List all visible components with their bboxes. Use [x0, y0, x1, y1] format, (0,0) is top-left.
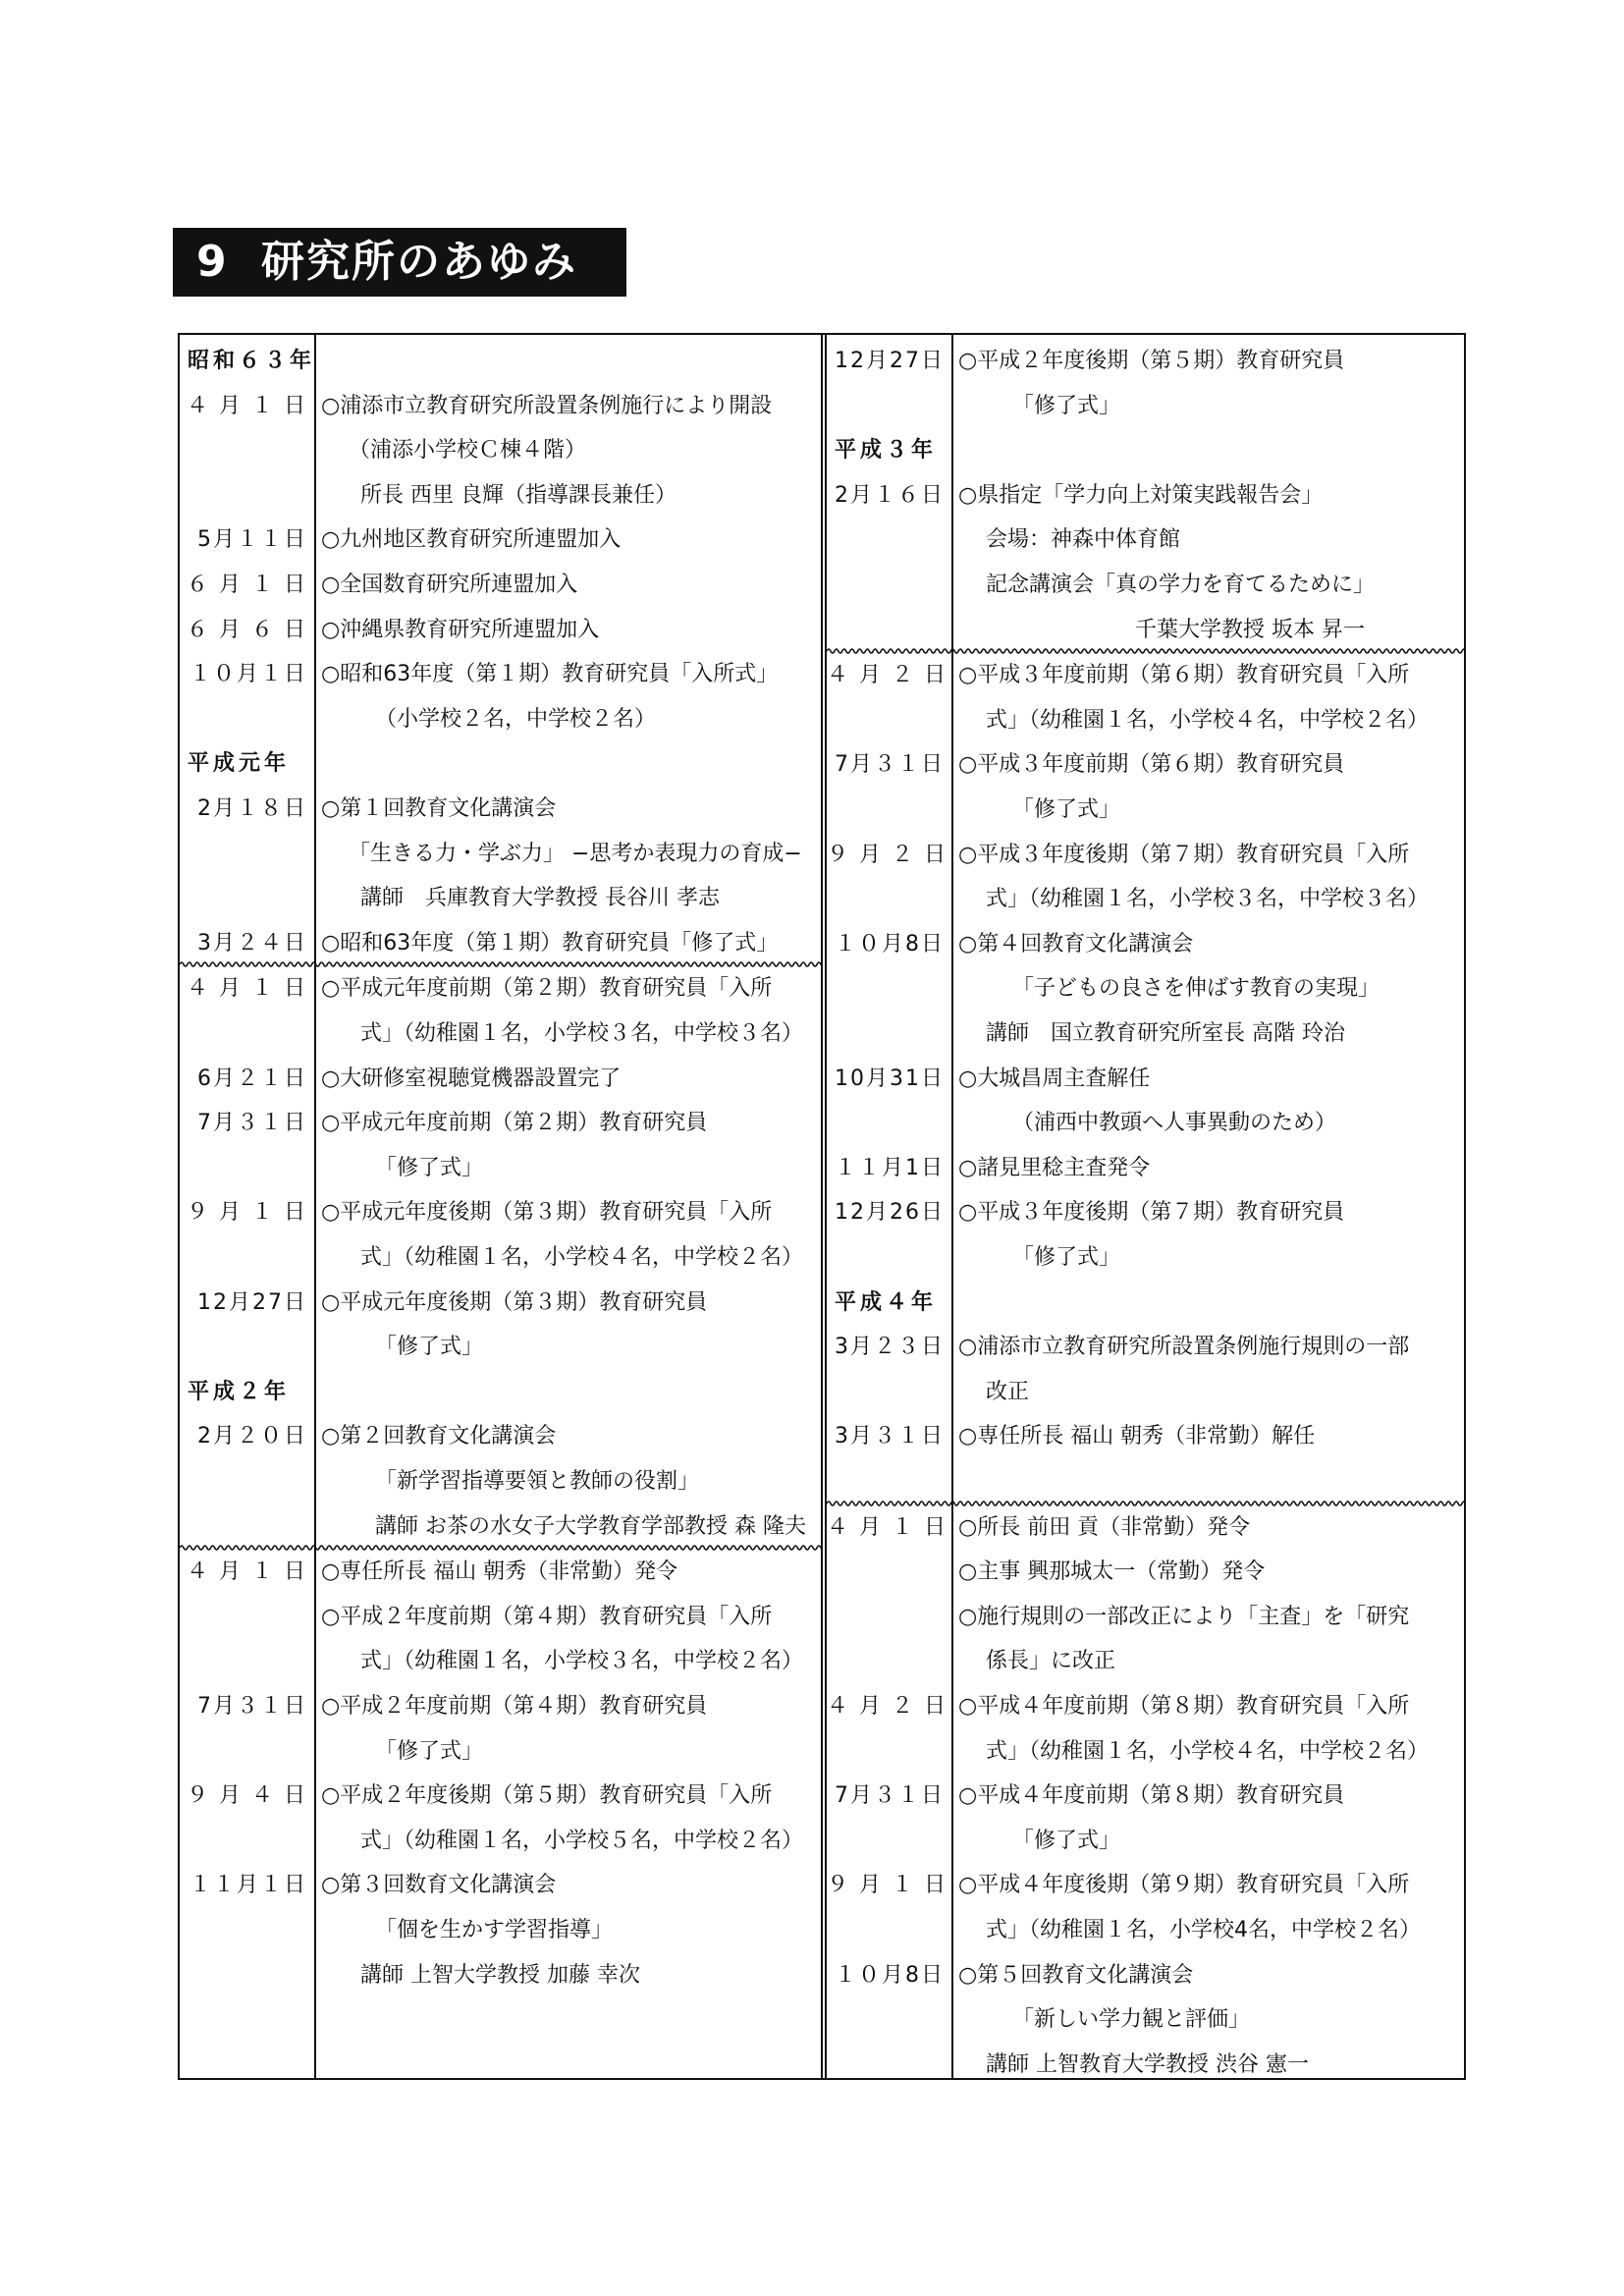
timeline-row	[827, 1459, 1466, 1504]
event-date: １０月8日	[835, 931, 945, 957]
event-description: ○所長 前田 貢（非常勤）発令	[958, 1514, 1251, 1540]
event-date: 3月３１日	[835, 1424, 945, 1449]
event-description-continued: 千葉大学教授 坂本 昇一	[1135, 617, 1365, 642]
event-description: ○県指定「学力向上対策実践報告会」	[958, 482, 1324, 508]
timeline-row	[180, 1550, 821, 1595]
timeline-row	[180, 1101, 821, 1146]
timeline-row	[827, 833, 1466, 878]
timeline-row	[180, 1235, 821, 1281]
timeline-row	[180, 1146, 821, 1191]
event-description-continued: 「修了式」	[375, 1155, 484, 1180]
timeline-row	[180, 1190, 821, 1235]
event-description: ○第４回教育文化講演会	[958, 931, 1194, 957]
event-description: ○平成元年度後期（第３期）教育研究員	[321, 1289, 708, 1315]
event-description: ○平成元年度前期（第２期）教育研究員	[321, 1111, 708, 1136]
event-description-continued: 「個を生かす学習指導」	[375, 1918, 614, 1942]
timeline-row	[827, 1997, 1466, 2043]
timeline-row	[180, 1281, 821, 1326]
event-date: 10月31日	[835, 1066, 945, 1091]
event-date: 6月２１日	[197, 1066, 307, 1091]
timeline-row	[180, 1057, 821, 1102]
event-date: 12月27日	[197, 1289, 307, 1315]
event-description: ○諸見里稔主査発令	[958, 1155, 1151, 1180]
timeline-row	[180, 1414, 821, 1459]
event-description: ○全国数育研究所連盟加入	[321, 573, 578, 597]
event-description: ○第３回数育文化講演会	[321, 1873, 557, 1898]
timeline-row	[827, 877, 1466, 922]
era-year-label: 平成元年	[188, 751, 291, 777]
event-description-continued: 式」（幼稚園１名，小学校３名，中学校３名）	[986, 887, 1430, 912]
event-date: 3月２４日	[197, 930, 307, 956]
event-description: ○沖縄県教育研究所連盟加入	[321, 617, 600, 642]
event-date: ９ 月 １ 日	[827, 1873, 947, 1898]
event-date: ６ 月 ６ 日	[187, 617, 307, 642]
event-description: ○平成３年度前期（第６期）教育研究員「入所	[958, 663, 1410, 688]
section-number: 9	[196, 237, 229, 287]
timeline-row	[827, 1819, 1466, 1864]
event-date: 12月26日	[835, 1200, 945, 1226]
timeline-row	[827, 1595, 1466, 1640]
timeline-row	[827, 966, 1466, 1011]
year-heading-row	[827, 1281, 1466, 1326]
event-description: ○平成元年度前期（第２期）教育研究員「入所	[321, 976, 773, 1002]
year-heading-row	[180, 1370, 821, 1415]
section-title: 研究所のあゆみ	[261, 237, 577, 287]
event-description-continued: 改正	[986, 1379, 1030, 1404]
timeline-row	[827, 1908, 1466, 1953]
event-description-continued: 講師 国立教育研究所室長 高階 玲治	[986, 1021, 1345, 1046]
event-date: 2月１６日	[835, 482, 945, 508]
event-description: ○浦添市立教育研究所設置条例施行規則の一部	[958, 1335, 1410, 1360]
timeline-row	[827, 1505, 1466, 1551]
timeline-row	[827, 1011, 1466, 1057]
timeline-row	[827, 1639, 1466, 1684]
timeline-row	[180, 1639, 821, 1684]
era-year-label: 平成２年	[188, 1379, 291, 1404]
event-description-continued: 式」（幼稚園１名，小学校５名，中学校２名）	[360, 1828, 804, 1853]
timeline-row	[180, 876, 821, 921]
timeline-row	[180, 1774, 821, 1819]
event-description: ○九州地区教育研究所連盟加入	[321, 527, 622, 553]
timeline-row	[827, 1057, 1466, 1102]
timeline-row	[180, 697, 821, 742]
event-description-continued: 「修了式」	[1012, 1245, 1121, 1270]
event-description: ○平成４年度後期（第９期）教育研究員「入所	[958, 1873, 1410, 1898]
timeline-row	[180, 921, 821, 966]
event-description-continued: （小学校２名，中学校２名）	[375, 706, 657, 732]
event-description-continued: 所長 西里 良輝（指導課長兼任）	[360, 482, 677, 508]
era-year-label: 昭和６３年	[188, 349, 316, 373]
timeline-row	[827, 1146, 1466, 1191]
event-description-continued: 「修了式」	[375, 1335, 484, 1360]
event-description: ○平成２年度前期（第４期）教育研究員	[321, 1694, 708, 1719]
timeline-row	[180, 1684, 821, 1729]
event-description-continued: 講師 上智教育大学教授 渋谷 憲一	[986, 2051, 1309, 2077]
timeline-row	[827, 1101, 1466, 1146]
event-description: ○平成元年度後期（第３期）教育研究員「入所	[321, 1200, 773, 1226]
event-description-continued: 式」（幼稚園１名，小学校４名，中学校２名）	[986, 707, 1430, 733]
event-date: ４ 月 ２ 日	[827, 663, 947, 688]
section-title-banner	[173, 228, 626, 297]
timeline-row	[827, 1325, 1466, 1370]
event-date: ４ 月 １ 日	[187, 1559, 307, 1585]
timeline-row	[827, 788, 1466, 833]
event-description: ○平成３年度前期（第６期）教育研究員	[958, 752, 1345, 778]
timeline-row	[827, 473, 1466, 519]
event-date: ４ 月 １ 日	[187, 393, 307, 418]
timeline-row	[180, 1325, 821, 1370]
event-date: 7月３１日	[197, 1111, 307, 1136]
event-description: ○昭和63年度（第１期）教育研究員「修了式」	[321, 930, 779, 956]
timeline-row	[827, 1953, 1466, 1998]
timeline-row	[180, 1863, 821, 1908]
event-date: １１月１日	[189, 1873, 307, 1898]
timeline-row	[180, 428, 821, 473]
timeline-row	[827, 698, 1466, 743]
event-date: ４ 月 １ 日	[827, 1514, 947, 1540]
year-heading-row	[180, 741, 821, 787]
year-heading-row	[827, 428, 1466, 473]
timeline-row	[180, 1504, 821, 1550]
event-date: 2月２０日	[197, 1424, 307, 1449]
event-date: ６ 月 １ 日	[187, 573, 307, 597]
event-date: 7月３１日	[197, 1694, 307, 1719]
event-description: ○昭和63年度（第１期）教育研究員「入所式」	[321, 662, 779, 687]
event-date: 2月１８日	[197, 796, 307, 821]
event-date: 3月２３日	[835, 1335, 945, 1360]
event-description: ○第１回教育文化講演会	[321, 796, 557, 821]
event-description-continued: （浦西中教頭へ人事異動のため）	[1012, 1111, 1337, 1136]
timeline-row	[827, 1370, 1466, 1415]
event-date: 7月３１日	[835, 1783, 945, 1809]
timeline-left-column	[180, 335, 821, 2078]
event-description-continued: 「修了式」	[1012, 393, 1121, 418]
timeline-row	[180, 384, 821, 429]
timeline-row	[827, 518, 1466, 563]
event-description: ○専任所長 福山 朝秀（非常勤）発令	[321, 1559, 678, 1585]
timeline-row	[827, 922, 1466, 967]
event-description-continued: 講師 上智大学教授 加藤 幸次	[360, 1962, 640, 1988]
timeline-row	[180, 1953, 821, 1998]
timeline-row	[827, 339, 1466, 384]
timeline-row	[827, 742, 1466, 788]
timeline-row	[180, 473, 821, 519]
event-description-continued: 「子どもの良さを伸ばす教育の実現」	[1012, 976, 1380, 1002]
event-date: ９ 月 １ 日	[187, 1200, 307, 1226]
timeline-row	[180, 563, 821, 608]
event-description-continued: 式」（幼稚園１名，小学校３名，中学校３名）	[360, 1021, 804, 1046]
event-description: ○平成４年度前期（第８期）教育研究員	[958, 1783, 1345, 1809]
timeline-row	[827, 1235, 1466, 1281]
event-description: ○第５回教育文化講演会	[958, 1962, 1194, 1988]
timeline-row	[180, 1595, 821, 1640]
event-description-continued: 「修了式」	[1012, 1828, 1121, 1853]
event-description: ○専任所長 福山 朝秀（非常勤）解任	[958, 1424, 1316, 1449]
event-date: ９ 月 ２ 日	[827, 842, 947, 867]
timeline-row	[827, 1550, 1466, 1595]
event-description-continued: 係長」に改正	[986, 1649, 1116, 1674]
timeline-row	[827, 1863, 1466, 1908]
event-description-continued: 記念講演会「真の学力を育てるために」	[986, 573, 1376, 597]
timeline-row	[827, 1684, 1466, 1729]
event-description-continued: 講師 お茶の水女子大学教育学部教授 森 隆夫	[375, 1513, 806, 1539]
event-description-continued: 会場：神森中体育館	[986, 527, 1181, 553]
event-description-continued: ○施行規則の一部改正により「主査」を「研究	[958, 1604, 1410, 1629]
event-description-continued: 「修了式」	[1012, 797, 1121, 822]
timeline-row	[827, 653, 1466, 698]
timeline-row	[180, 966, 821, 1011]
timeline-row	[827, 1774, 1466, 1819]
timeline-row	[180, 1819, 821, 1864]
timeline-row	[180, 1011, 821, 1057]
event-description: ○大城昌周主査解任	[958, 1066, 1151, 1091]
timeline-row	[180, 1729, 821, 1775]
event-description-continued: 「新学習指導要領と教師の役割」	[375, 1469, 700, 1494]
timeline-row	[180, 652, 821, 697]
timeline-right-column	[827, 335, 1466, 2078]
event-description-continued: ○平成２年度前期（第４期）教育研究員「入所	[321, 1604, 773, 1629]
timeline-row	[827, 384, 1466, 429]
event-date: 12月27日	[835, 349, 945, 373]
timeline-row	[180, 832, 821, 877]
event-description-continued: 「修了式」	[375, 1738, 484, 1764]
timeline-row	[180, 518, 821, 563]
event-date: １１月1日	[835, 1155, 945, 1180]
event-description-continued: 式」（幼稚園１名，小学校４名，中学校２名）	[986, 1738, 1430, 1764]
event-description: ○平成３年度後期（第７期）教育研究員	[958, 1200, 1345, 1226]
event-date: ４ 月 １ 日	[187, 976, 307, 1002]
event-description-continued: （浦添小学校Ｃ棟４階）	[349, 438, 587, 464]
timeline-row	[827, 608, 1466, 653]
event-description: ○平成３年度後期（第７期）教育研究員「入所	[958, 842, 1410, 867]
timeline-row	[827, 2043, 1466, 2088]
timeline-row	[180, 787, 821, 832]
timeline-row	[827, 1729, 1466, 1775]
event-description-continued: 式」（幼稚園１名，小学校4名，中学校２名）	[986, 1918, 1421, 1942]
event-description-continued: 式」（幼稚園１名，小学校３名，中学校２名）	[360, 1649, 804, 1674]
event-date: 5月１１日	[197, 527, 307, 553]
event-description-continued: ○主事 興那城太一（常勤）発令	[958, 1559, 1266, 1585]
timeline-row	[827, 1190, 1466, 1235]
event-date: ９ 月 ４ 日	[187, 1783, 307, 1809]
event-description: ○平成４年度前期（第８期）教育研究員「入所	[958, 1694, 1410, 1719]
era-year-label: 平成４年	[835, 1289, 938, 1315]
event-description-continued: 「新しい学力観と評価」	[1012, 2007, 1251, 2033]
era-year-label: 平成３年	[835, 438, 938, 464]
event-date: 7月３１日	[835, 752, 945, 778]
event-date: ４ 月 ２ 日	[827, 1694, 947, 1719]
event-description-continued: 講師 兵庫教育大学教授 長谷川 孝志	[360, 886, 720, 911]
event-description-continued: 式」（幼稚園１名，小学校４名，中学校２名）	[360, 1245, 804, 1270]
event-description: ○大研修室視聴覚機器設置完了	[321, 1066, 622, 1091]
event-date: １０月１日	[189, 662, 307, 687]
event-description: ○平成２年度後期（第５期）教育研究員	[958, 349, 1345, 373]
timeline-row	[827, 1414, 1466, 1459]
timeline-row	[180, 608, 821, 653]
event-description: ○平成２年度後期（第５期）教育研究員「入所	[321, 1783, 773, 1809]
event-description: ○第２回教育文化講演会	[321, 1424, 557, 1449]
timeline-row	[180, 1908, 821, 1953]
event-date: １０月8日	[835, 1962, 945, 1988]
history-timeline-table	[178, 333, 1466, 2080]
year-heading-row	[180, 339, 821, 384]
timeline-row	[827, 563, 1466, 608]
timeline-row	[180, 1459, 821, 1504]
event-description-continued: 「生きる力・学ぶ力」 −思考か表現力の育成−	[349, 841, 802, 866]
event-description: ○浦添市立教育研究所設置条例施行により開設	[321, 393, 773, 418]
